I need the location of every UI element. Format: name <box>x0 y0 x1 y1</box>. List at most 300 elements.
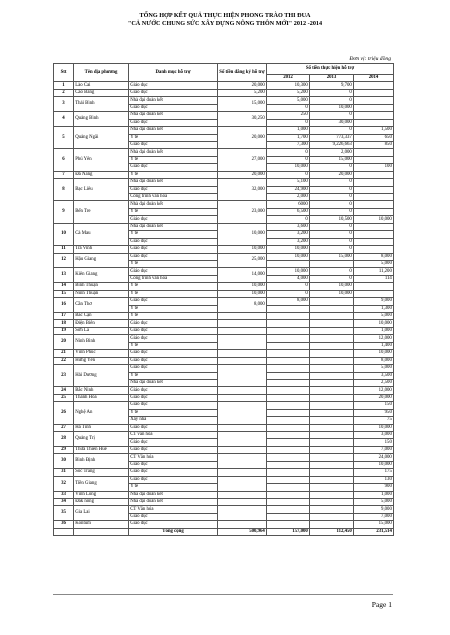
cell-locality: Hậu Giang <box>74 253 129 268</box>
cell-stt: 1 <box>54 82 74 89</box>
table-row <box>54 89 394 96</box>
cell-2013 <box>310 506 354 513</box>
cell-category: Y tế <box>129 283 218 290</box>
cell-2012 <box>267 476 310 483</box>
table-row <box>54 246 394 253</box>
cell-2012: 10,300 <box>267 82 310 89</box>
cell-locality: Gia Lai <box>74 506 129 521</box>
cell-stt: 27 <box>54 424 74 431</box>
cell-category: Giáo dục <box>129 216 218 223</box>
cell-2014: 1,000 <box>354 327 394 334</box>
title-line-2: "CẢ NƯỚC CHUNG SỨC XÂY DỰNG NÔNG THÔN MỚI" 2012 -2014 <box>127 20 323 27</box>
cell-locality: Cao Bằng <box>74 89 129 96</box>
cell-2012: 0 <box>267 156 310 163</box>
cell-2014 <box>354 290 394 297</box>
total-2014: 231,514 <box>354 528 394 535</box>
cell-category: Giáo dục <box>129 246 218 253</box>
cell-2014 <box>354 186 394 193</box>
cell-2013: 9,700 <box>310 82 354 89</box>
cell-2014 <box>354 82 394 89</box>
cell-locality: Hải Dương <box>74 365 129 387</box>
cell-2012 <box>267 320 310 327</box>
cell-locality: Cà Mau <box>74 223 129 245</box>
cell-stt: 13 <box>54 268 74 283</box>
cell-2014: 10,000 <box>354 424 394 431</box>
cell-2012 <box>267 350 310 357</box>
cell-stt: 4 <box>54 112 74 127</box>
cell-category: Giáo dục <box>129 298 218 305</box>
cell-category: Công trình văn hóa <box>129 194 218 201</box>
cell-2013: 0 <box>310 194 354 201</box>
cell-2014: 5,000 <box>354 498 394 505</box>
cell-2014: 3,500 <box>354 372 394 379</box>
cell-locality: Bến Tre <box>74 201 129 223</box>
cell-registered: 23,000 <box>218 201 267 223</box>
cell-2014: 10,000 <box>354 350 394 357</box>
cell-2012 <box>267 327 310 334</box>
cell-stt: 20 <box>54 335 74 350</box>
table-row <box>54 179 394 186</box>
cell-2013: 0 <box>310 164 354 171</box>
cell-2012: 6,500 <box>267 208 310 215</box>
cell-2014: 175 <box>354 469 394 476</box>
cell-2012 <box>267 454 310 461</box>
support-table <box>53 63 394 536</box>
cell-category: CT văn hóa <box>129 432 218 439</box>
cell-2013 <box>310 439 354 446</box>
cell-2013: 9,226,663 <box>310 141 354 148</box>
cell-category: Giáo dục <box>129 402 218 409</box>
cell-category: Giáo dục <box>129 335 218 342</box>
cell-registered: 30,250 <box>218 112 267 127</box>
cell-2014 <box>354 104 394 111</box>
cell-2014: 7,000 <box>354 513 394 520</box>
cell-2012 <box>267 417 310 424</box>
cell-2012 <box>267 424 310 431</box>
cell-stt: 26 <box>54 402 74 424</box>
cell-locality: Vĩnh Phúc <box>74 350 129 357</box>
cell-locality: Điện Biên <box>74 320 129 327</box>
table-row <box>54 149 394 156</box>
cell-2012 <box>267 409 310 416</box>
cell-2012 <box>267 365 310 372</box>
table-row <box>54 335 394 342</box>
cell-stt: 8 <box>54 179 74 201</box>
cell-stt: 25 <box>54 394 74 401</box>
cell-2014: 12,000 <box>354 335 394 342</box>
cell-stt: 34 <box>54 498 74 505</box>
cell-2013 <box>310 342 354 349</box>
cell-2012: 24,900 <box>267 186 310 193</box>
cell-locality: Vĩnh Long <box>74 491 129 498</box>
cell-2013: 10,000 <box>310 104 354 111</box>
cell-category: Xây nhà <box>129 417 218 424</box>
cell-registered: 10,000 <box>218 246 267 253</box>
cell-category: Giáo dục <box>129 238 218 245</box>
cell-2013: 0 <box>310 179 354 186</box>
cell-category: Y tế <box>129 156 218 163</box>
cell-2013: 0 <box>310 208 354 215</box>
cell-stt: 19 <box>54 327 74 334</box>
cell-category: Y tế <box>129 290 218 297</box>
cell-2012: 5,200 <box>267 89 310 96</box>
cell-registered: 20,000 <box>218 127 267 149</box>
cell-2012 <box>267 432 310 439</box>
cell-category: Nhà đại đoàn kết <box>129 498 218 505</box>
cell-registered <box>218 387 267 394</box>
cell-2012 <box>267 313 310 320</box>
cell-2012 <box>267 446 310 453</box>
cell-locality: Kiên Giang <box>74 268 129 283</box>
cell-2014: 150 <box>354 402 394 409</box>
cell-category: Nhà đại đoàn kết <box>129 223 218 230</box>
cell-2013 <box>310 379 354 386</box>
cell-2013: 0 <box>310 201 354 208</box>
cell-category: Giáo dục <box>129 357 218 364</box>
cell-2014: 150 <box>354 439 394 446</box>
cell-locality: Sóc Trăng <box>74 469 129 476</box>
cell-registered <box>218 498 267 505</box>
cell-2013: 15,000 <box>310 156 354 163</box>
cell-category: Giáo dục <box>129 253 218 260</box>
cell-2012 <box>267 469 310 476</box>
cell-stt: 16 <box>54 298 74 313</box>
cell-2012 <box>267 379 310 386</box>
table-row <box>54 506 394 513</box>
cell-category: Giáo dục <box>129 521 218 528</box>
cell-2014: 5,000 <box>354 313 394 320</box>
cell-2012 <box>267 461 310 468</box>
cell-2013 <box>310 320 354 327</box>
cell-2013 <box>310 454 354 461</box>
cell-stt: 10 <box>54 223 74 245</box>
cell-2012: 10,000 <box>267 246 310 253</box>
cell-registered: 8,000 <box>218 298 267 313</box>
cell-category: Y tế <box>129 231 218 238</box>
cell-category: Y tế <box>129 372 218 379</box>
cell-locality: Bắc Cạn <box>74 313 129 320</box>
cell-registered <box>218 402 267 424</box>
header-2013: 2013 <box>310 75 354 82</box>
cell-2013 <box>310 476 354 483</box>
cell-2013 <box>310 446 354 453</box>
header-implemented: Số tiền thực hiện hỗ trợ <box>267 64 394 75</box>
cell-2012: 0 <box>267 171 310 178</box>
cell-2012: 6000 <box>267 201 310 208</box>
cell-2012 <box>267 305 310 312</box>
cell-2012: 10,000 <box>267 253 310 260</box>
cell-stt: 5 <box>54 127 74 149</box>
cell-registered <box>218 313 267 320</box>
cell-2012 <box>267 260 310 267</box>
footer-divider <box>53 594 393 595</box>
cell-2013 <box>310 298 354 305</box>
cell-2012 <box>267 439 310 446</box>
cell-2014: 130 <box>354 476 394 483</box>
cell-2014 <box>354 231 394 238</box>
cell-2012: 0 <box>267 119 310 126</box>
cell-2012: 0 <box>267 104 310 111</box>
cell-category: Giáo dục <box>129 320 218 327</box>
table-row <box>54 112 394 119</box>
cell-2012 <box>267 387 310 394</box>
title-line-1: TỔNG HỢP KẾT QUẢ THỰC HIỆN PHONG TRÀO THI ĐUA <box>139 12 311 19</box>
cell-stt: 15 <box>54 290 74 297</box>
cell-category: Giáo dục <box>129 82 218 89</box>
cell-2014: 5,000 <box>354 260 394 267</box>
cell-2014: 100 <box>354 164 394 171</box>
cell-2014: 8,000 <box>354 357 394 364</box>
cell-category: Y tế <box>129 260 218 267</box>
cell-2013 <box>310 498 354 505</box>
table-row <box>54 171 394 178</box>
cell-2013: 20,000 <box>310 171 354 178</box>
cell-registered: 20,000 <box>218 171 267 178</box>
cell-category: Y tế <box>129 342 218 349</box>
cell-stt: 29 <box>54 446 74 453</box>
cell-2012: 5,000 <box>267 97 310 104</box>
cell-2013: 0 <box>310 127 354 134</box>
total-row <box>54 528 394 535</box>
cell-blank <box>54 528 74 535</box>
cell-2014 <box>354 119 394 126</box>
cell-registered <box>218 327 267 334</box>
header-locality: Tên địa phương <box>74 64 129 82</box>
cell-2013: 773,337 <box>310 134 354 141</box>
cell-2014: 3,000 <box>354 432 394 439</box>
cell-2013: 0 <box>310 112 354 119</box>
cell-category: Giáo dục <box>129 387 218 394</box>
cell-2013: 0 <box>310 238 354 245</box>
total-label: Tổng cộng <box>129 528 218 535</box>
cell-registered <box>218 424 267 431</box>
cell-registered: 32,000 <box>218 179 267 201</box>
table-row <box>54 365 394 372</box>
cell-2013 <box>310 305 354 312</box>
cell-2014: 24,000 <box>354 454 394 461</box>
cell-stt: 23 <box>54 365 74 387</box>
cell-locality: Bạc Liêu <box>74 179 129 201</box>
cell-2012: 0 <box>267 290 310 297</box>
cell-2014: 8,000 <box>354 253 394 260</box>
cell-locality: Thái Bình <box>74 97 129 112</box>
cell-2013 <box>310 335 354 342</box>
cell-2013: 0 <box>310 268 354 275</box>
cell-2012 <box>267 394 310 401</box>
cell-2013 <box>310 394 354 401</box>
cell-locality: Lào Cai <box>74 82 129 89</box>
table-row <box>54 432 394 439</box>
cell-2013 <box>310 513 354 520</box>
cell-2013: 15,000 <box>310 253 354 260</box>
cell-2014: 900 <box>354 484 394 491</box>
cell-stt: 14 <box>54 283 74 290</box>
cell-stt: 9 <box>54 201 74 223</box>
cell-registered <box>218 365 267 387</box>
cell-2014: 850 <box>354 141 394 148</box>
cell-registered <box>218 350 267 357</box>
cell-2014: 1,000 <box>354 491 394 498</box>
total-2012: 157,000 <box>267 528 310 535</box>
table-row <box>54 491 394 498</box>
table-row <box>54 394 394 401</box>
cell-2013 <box>310 469 354 476</box>
cell-category: Giáo dục <box>129 513 218 520</box>
cell-2014 <box>354 89 394 96</box>
cell-2013 <box>310 417 354 424</box>
table-row <box>54 402 394 409</box>
table-row <box>54 82 394 89</box>
cell-2013 <box>310 402 354 409</box>
total-2013: 112,450 <box>310 528 354 535</box>
table-row <box>54 97 394 104</box>
cell-2012: 5,100 <box>267 179 310 186</box>
cell-registered: 20,000 <box>218 82 267 89</box>
cell-locality: Bình Định <box>74 454 129 469</box>
cell-locality: Đà Nẵng <box>74 171 129 178</box>
cell-2012: 0 <box>267 149 310 156</box>
cell-2014: 10,000 <box>354 461 394 468</box>
cell-locality: Thanh Hóa <box>74 394 129 401</box>
cell-2014: 75 <box>354 417 394 424</box>
cell-category: Y tế <box>129 208 218 215</box>
cell-locality: Phú Yên <box>74 149 129 171</box>
cell-2014: 650 <box>354 134 394 141</box>
cell-category: Giáo dục <box>129 141 218 148</box>
cell-2014: 1,300 <box>354 305 394 312</box>
page-number: Page 1 <box>371 600 392 609</box>
table-row <box>54 201 394 208</box>
cell-2012: 1,000 <box>267 127 310 134</box>
cell-2013 <box>310 521 354 528</box>
cell-2013 <box>310 484 354 491</box>
cell-stt: 24 <box>54 387 74 394</box>
cell-locality: Sơn La <box>74 327 129 334</box>
cell-registered <box>218 357 267 364</box>
table-row <box>54 498 394 505</box>
cell-2012: 4,000 <box>267 275 310 282</box>
cell-2012 <box>267 357 310 364</box>
cell-registered <box>218 394 267 401</box>
cell-locality: Quảng Trị <box>74 432 129 447</box>
cell-2013: 0 <box>310 97 354 104</box>
cell-2014: 12,000 <box>354 387 394 394</box>
cell-2012: 7,300 <box>267 141 310 148</box>
cell-2012 <box>267 513 310 520</box>
cell-stt: 35 <box>54 506 74 521</box>
cell-2012: 2,000 <box>267 194 310 201</box>
table-row <box>54 350 394 357</box>
cell-2014 <box>354 283 394 290</box>
cell-2013: 0 <box>310 275 354 282</box>
cell-2014 <box>354 246 394 253</box>
cell-category: Giáo dục <box>129 394 218 401</box>
table-row <box>54 469 394 476</box>
cell-2012: 3,600 <box>267 223 310 230</box>
table-row <box>54 313 394 320</box>
cell-2012: 10,000 <box>267 164 310 171</box>
cell-2013 <box>310 424 354 431</box>
cell-locality: Bắc Ninh <box>74 387 129 394</box>
cell-category: Giáo dục <box>129 350 218 357</box>
cell-locality: Quảng Bình <box>74 112 129 127</box>
table-row <box>54 253 394 260</box>
cell-2014: 15,000 <box>354 521 394 528</box>
table-row <box>54 454 394 461</box>
cell-2014 <box>354 223 394 230</box>
cell-locality: Tiền Giang <box>74 476 129 491</box>
cell-2012: 0 <box>267 216 310 223</box>
cell-2013 <box>310 350 354 357</box>
cell-2014 <box>354 201 394 208</box>
cell-registered: 25,000 <box>218 253 267 268</box>
cell-2012 <box>267 335 310 342</box>
table-row <box>54 387 394 394</box>
cell-2012: 1,700 <box>267 134 310 141</box>
cell-stt: 30 <box>54 454 74 469</box>
cell-2014: 10,000 <box>354 216 394 223</box>
total-registered: 500,964 <box>218 528 267 535</box>
cell-2014: 10,000 <box>354 320 394 327</box>
cell-2012: 8,000 <box>267 298 310 305</box>
cell-2013: 10,000 <box>310 283 354 290</box>
cell-registered <box>218 446 267 453</box>
cell-stt: 18 <box>54 320 74 327</box>
cell-locality: Thừa Thiên Huế <box>74 446 129 453</box>
cell-stt: 2 <box>54 89 74 96</box>
cell-2013: 0 <box>310 186 354 193</box>
cell-registered: 5,200 <box>218 89 267 96</box>
table-row <box>54 357 394 364</box>
cell-category: Giáo dục <box>129 365 218 372</box>
cell-registered <box>218 506 267 521</box>
cell-2013: 2,000 <box>310 149 354 156</box>
cell-category: Nhà đại đoàn kết <box>129 127 218 134</box>
cell-2012 <box>267 506 310 513</box>
cell-2012: 3,200 <box>267 231 310 238</box>
cell-category: Nhà đại đoàn kết <box>129 149 218 156</box>
cell-2013 <box>310 365 354 372</box>
cell-2013 <box>310 409 354 416</box>
cell-registered <box>218 491 267 498</box>
cell-locality: Hà Tĩnh <box>74 424 129 431</box>
cell-stt: 33 <box>54 491 74 498</box>
cell-2014 <box>354 156 394 163</box>
table-row <box>54 476 394 483</box>
cell-registered: 27,000 <box>218 149 267 171</box>
cell-registered <box>218 432 267 447</box>
cell-blank <box>74 528 129 535</box>
cell-locality: Kontum <box>74 521 129 528</box>
cell-2012 <box>267 402 310 409</box>
cell-category: Nhà đại đoàn kết <box>129 379 218 386</box>
table-row <box>54 327 394 334</box>
table-row <box>54 446 394 453</box>
table-body <box>54 82 394 536</box>
cell-locality: Trà Vinh <box>74 246 129 253</box>
cell-category: Giáo dục <box>129 268 218 275</box>
cell-registered: 10,000 <box>218 223 267 245</box>
cell-2014: 20,000 <box>354 394 394 401</box>
cell-2014 <box>354 208 394 215</box>
cell-stt: 12 <box>54 253 74 268</box>
cell-locality: Ninh Bình <box>74 335 129 350</box>
cell-2013 <box>310 313 354 320</box>
cell-stt: 32 <box>54 476 74 491</box>
cell-2014 <box>354 171 394 178</box>
cell-category: Y tế <box>129 305 218 312</box>
cell-category: Nhà đại đoàn kết <box>129 97 218 104</box>
